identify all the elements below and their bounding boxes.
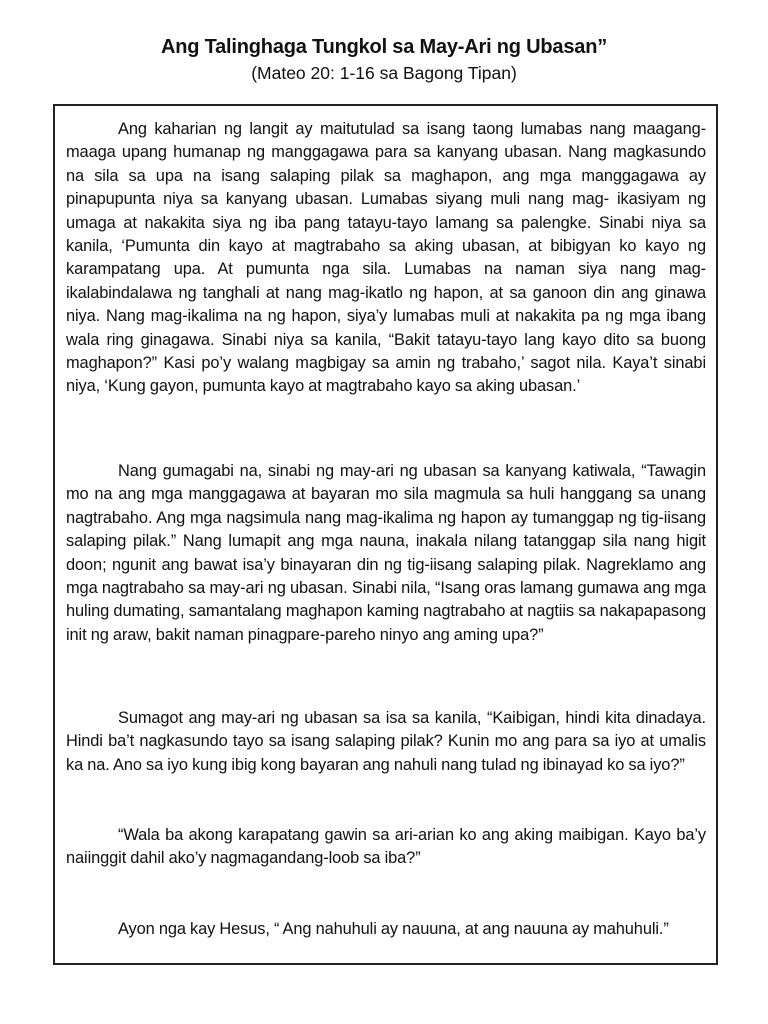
paragraph-2: Nang gumagabi na, sinabi ng may-ari ng ubasan sa kanyang katiwala, “Tawagin mo na ang mga manggagawa at bayaran mo sila magmula sa huli hanggang sa unang nagtrabaho. Ang mga nagsimula nang mag-ikalima ng hapon ay tumanggap ng tig-iisang salaping pilak.” Nang lumapit ang mga nauna, inakala nilang tatanggap sila nang higit doon; ngunit ang bawat isa’y binayaran din ng tig-iisang salaping pilak. Nagreklamo ang mga nagtrabaho sa may-ari ng ubasan. Sinabi nila, “Isang oras lamang gumawa ang mga huling dumating, samantalang maghapon kaming nagtrabaho at nagtiis sa nakapapasong init ng araw, bakit naman pinagpare-pareho ninyo ang aming upa?” xyxy=(66,462,706,644)
document-title: Ang Talinghaga Tungkol sa May-Ari ng Ubasan” xyxy=(160,36,608,58)
document-subtitle: (Mateo 20: 1-16 sa Bagong Tipan) xyxy=(251,63,517,83)
paragraph-1: Ang kaharian ng langit ay maitutulad sa isang taong lumabas nang maagang-maaga upang humanap ng manggagawa para sa kanyang ubasan. Nang magkasundo na sila sa upa na isang salaping pilak sa maghapon, ang mga manggagawa ay pinapupunta niya sa kanyang ubasan. Lumabas siyang muli nang mag- ikasiyam ng umaga at nakakita siya ng iba pang tatayu-tayo lamang sa palengke. Sinabi niya sa kanila, ‘Pumunta din kayo at magtrabaho sa aking ubasan, at bibigyan ko kayo ng karampatang upa. At pumunta nga sila. Lumabas na naman siya nang mag-ikalabindalawa ng tanghali at nang mag-ikatlo ng hapon, at sa ganoon din ang ginawa niya. Nang mag-ikalima na ng hapon, siya’y lumabas muli at nakakita pa ng mga ibang wala ring ginagawa. Sinabi niya sa kanila, “Bakit tatayu-tayo lang kayo dito sa buong maghapon?” Kasi po’y walang magbigay sa amin ng trabaho,’ sagot nila. Kaya’t sinabi niya, ‘Kung gayon, pumunta kayo at magtrabaho kayo sa aking ubasan.’ xyxy=(66,120,706,396)
story-box xyxy=(53,104,718,965)
paragraph-3: Sumagot ang may-ari ng ubasan sa isa sa kanila, “Kaibigan, hindi kita dinadaya. Hindi ba’t nagkasundo tayo sa isang salaping pilak? Kunin mo ang para sa iyo at umalis ka na. Ano sa iyo kung ibig kong bayaran ang nahuli nang tulad ng ibinayad ko sa iyo?” xyxy=(66,709,706,774)
paragraph-4: “Wala ba akong karapatang gawin sa ari-arian ko ang aking maibigan. Kayo ba’y naiinggit dahil ako’y nagmagandang-loob sa iba?” xyxy=(66,826,706,868)
paragraph-5: Ayon nga kay Hesus, “ Ang nahuhuli ay nauuna, at ang nauuna ay mahuhuli.” xyxy=(118,920,669,938)
